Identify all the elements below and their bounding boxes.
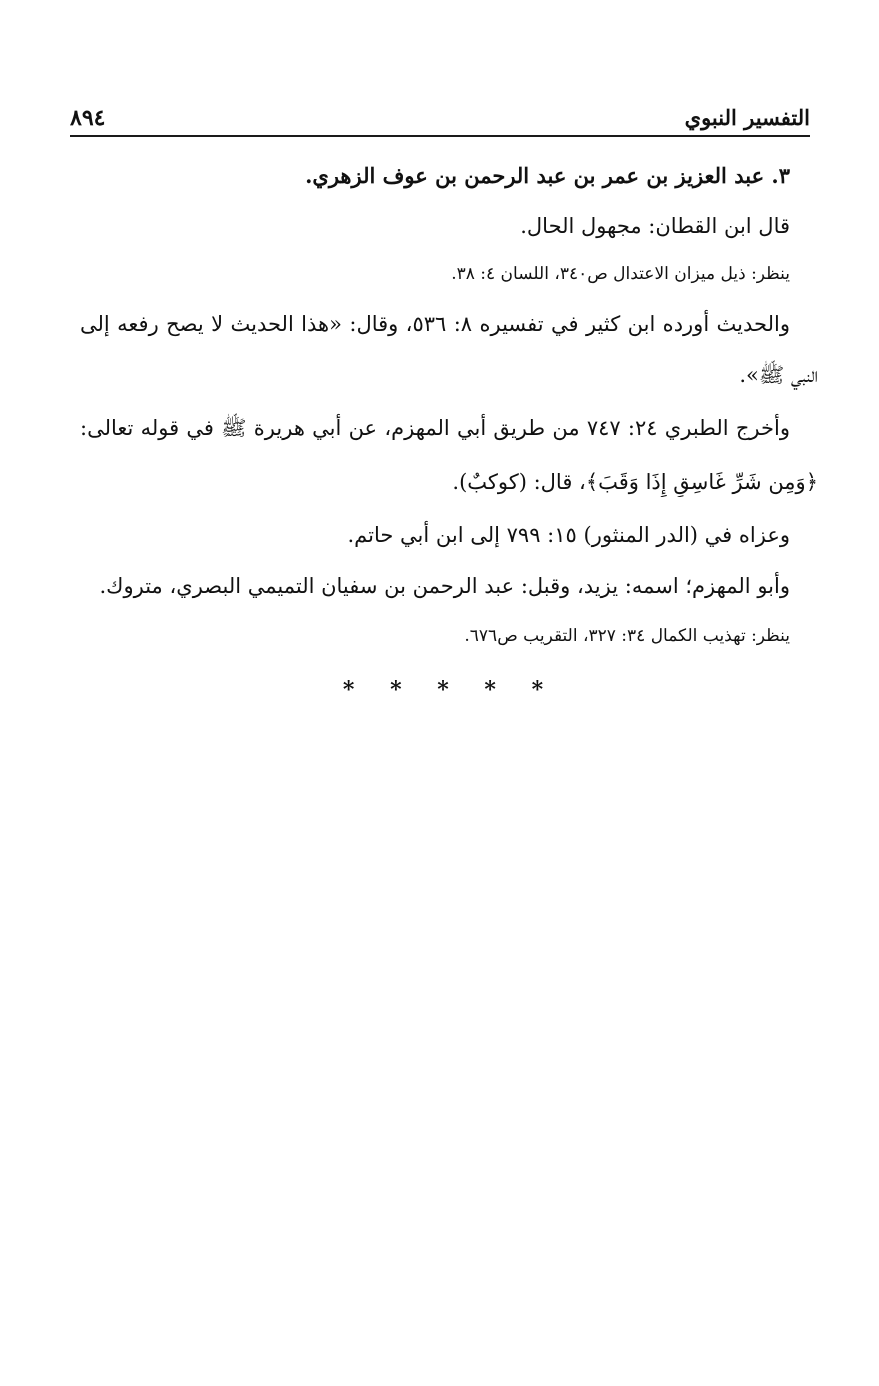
section-separator: * * * * *	[342, 677, 558, 703]
paragraph-line: وأبو المهزم؛ اسمه: يزيد، وقبل: عبد الرحمن بن سفيان التميمي البصري، متروك.	[99, 574, 790, 598]
paragraph-line: وعزاه في (الدر المنثور) ١٥: ٧٩٩ إلى ابن أبي حاتم.	[347, 523, 790, 547]
reference-line: ينظر: تهذيب الكمال ٣٤: ٣٢٧، التقريب ص٦٧٦.	[464, 626, 790, 646]
paragraph-line: قال ابن القطان: مجهول الحال.	[520, 214, 790, 238]
paragraph-line: وأخرج الطبري ٢٤: ٧٤٧ من طريق أبي المهزم، عن أبي هريرة ﷺ في قوله تعالى:	[80, 416, 790, 440]
paragraph-line: والحديث أورده ابن كثير في تفسيره ٨: ٥٣٦، وقال: «هذا الحديث لا يصح رفعه إلى	[80, 312, 790, 336]
running-header	[70, 104, 810, 134]
quran-verse-line: ﴿وَمِن شَرِّ غَاسِقٍ إِذَا وَقَبَ﴾، قال: (كوكبٌ).	[452, 470, 818, 494]
reference-line: ينظر: ذيل ميزان الاعتدال ص٣٤٠، اللسان ٤: ٣٨.	[451, 264, 790, 284]
page-number: ٨٩٤	[70, 105, 106, 131]
header-rule	[70, 135, 810, 137]
paragraph-line: النبي ﷺ».	[739, 363, 818, 387]
entry-heading: ٣. عبد العزيز بن عمر بن عبد الرحمن بن عوف الزهري.	[305, 163, 790, 188]
header-title: التفسير النبوي	[684, 105, 810, 130]
